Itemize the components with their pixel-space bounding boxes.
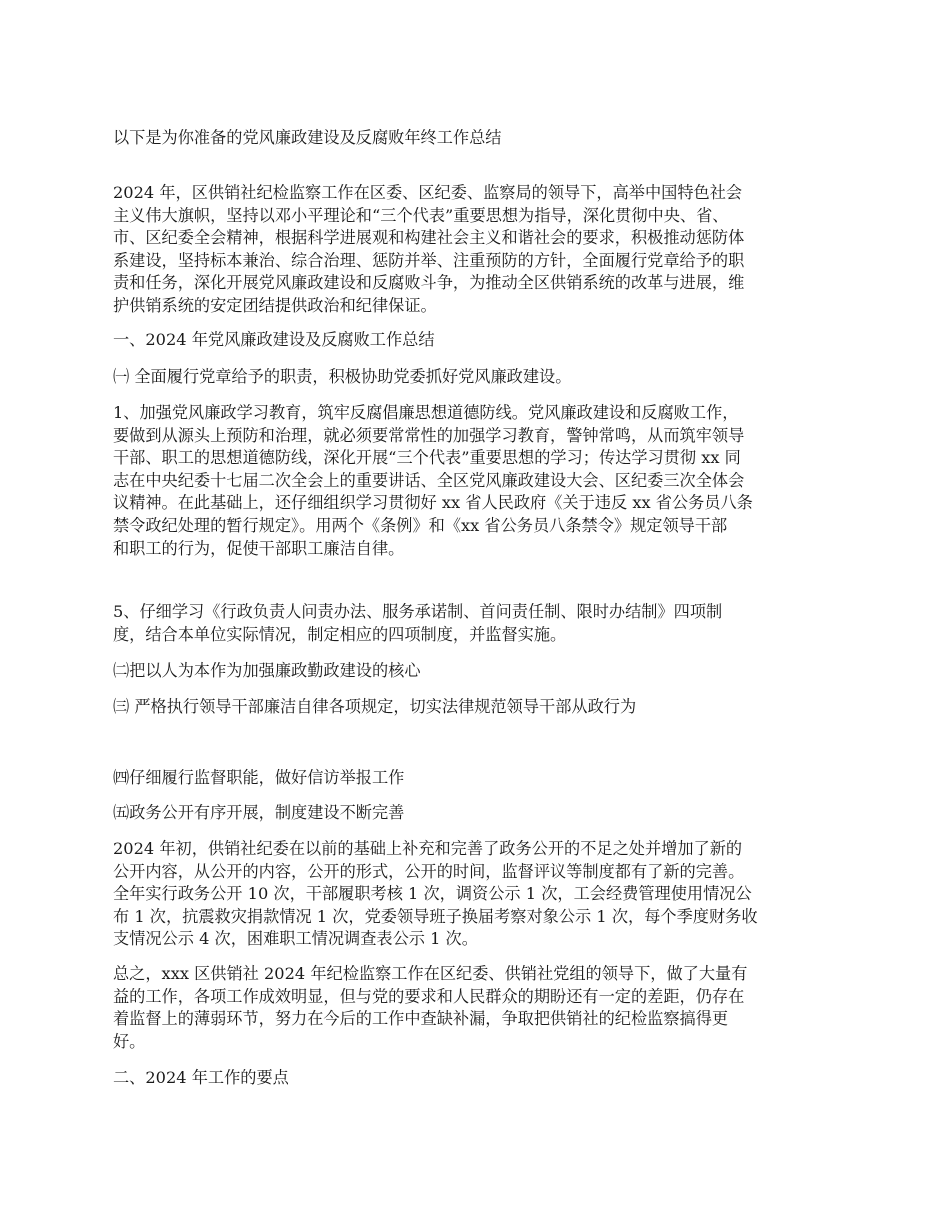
text-line: 责和任务，深化开展党风廉政建设和反腐败斗争，为推动全区供销系统的改革与进展，维 [113, 273, 745, 293]
text-line: 议精神。在此基础上，还仔细组织学习贯彻好 xx 省人民政府《关于违反 xx 省公务员八条 [113, 493, 753, 513]
text-line: 好。 [113, 1031, 146, 1051]
text-line: 1、加强党风廉政学习教育，筑牢反腐倡廉思想道德防线。党风廉政建设和反腐败工作， [113, 403, 739, 422]
item-5-paragraph [113, 601, 722, 646]
text-line: 支情况公示 4 次，困难职工情况调查表公示 1 次。 [113, 929, 478, 949]
text-line: 禁令政纪处理的暂行规定》。用两个《条例》和《xx 省公务员八条禁令》规定领导干部 [113, 515, 728, 535]
section-heading-1: 一、2024 年党风廉政建设及反腐败工作总结 [113, 330, 435, 349]
text-line: 总之，xxx 区供销社 2024 年纪检监察工作在区纪委、供销社党组的领导下，做了大量有 [113, 964, 748, 983]
text-line: 2024 年初，供销社纪委在以前的基础上补充和完善了政务公开的不足之处并增加了新的 [113, 839, 743, 858]
item-1-paragraph [113, 402, 753, 560]
text-line: 益的工作，各项工作成效明显，但与党的要求和人民群众的期盼还有一定的差距，仍存在 [113, 986, 745, 1006]
text-line: 干部、职工的思想道德防线，深化开展“三个代表”重要思想的学习；传达学习贯彻 xx 同 [113, 448, 741, 468]
subsection-heading-5: ㈤政务公开有序开展，制度建设不断完善 [113, 803, 405, 822]
text-line: 护供销系统的安定团结提供政治和纪律保证。 [113, 295, 437, 315]
subsection-heading-2: ㈡把以人为本作为加强廉政勤政建设的核心 [113, 661, 421, 680]
text-line: 志在中央纪委十七届二次全会上的重要讲话、全区党风廉政建设大会、区纪委三次全体会 [113, 470, 745, 490]
conclusion-paragraph [113, 963, 747, 1053]
text-line: 和职工的行为，促使干部职工廉洁自律。 [113, 538, 405, 558]
publicity-paragraph [113, 838, 758, 951]
intro-paragraph [113, 182, 744, 318]
text-line: 布 1 次，抗震救灾捐款情况 1 次，党委领导班子换届考察对象公示 1 次，每个季度财务收 [113, 906, 758, 926]
section-heading-2: 二、2024 年工作的要点 [113, 1068, 289, 1087]
text-line: 5、仔细学习《行政负责人问责办法、服务承诺制、首问责任制、限时办结制》四项制 [113, 602, 723, 621]
document-title: 以下是为你准备的党风廉政建设及反腐败年终工作总结 [113, 128, 502, 147]
text-line: 要做到从源头上预防和治理，就必须要常常性的加强学习教育，警钟常鸣，从而筑牢领导 [113, 425, 745, 445]
text-line: 2024 年，区供销社纪检监察工作在区委、区纪委、监察局的领导下，高举中国特色社会 [113, 183, 743, 202]
text-line: 全年实行政务公开 10 次，干部履职考核 1 次，调资公示 1 次，工会经费管理使用情况公 [113, 884, 752, 904]
text-line: 市、区纪委全会精神，根据科学进展观和构建社会主义和谐社会的要求，积极推动惩防体 [113, 228, 745, 248]
text-line: 系建设，坚持标本兼治、综合治理、惩防并举、注重预防的方针，全面履行党章给予的职 [113, 250, 745, 270]
text-line: 公开内容，从公开的内容，公开的形式，公开的时间，监督评议等制度都有了新的完善。 [113, 861, 745, 881]
subsection-heading-3: ㈢ 严格执行领导干部廉洁自律各项规定，切实法律规范领导干部从政行为 [113, 697, 637, 716]
text-line: 主义伟大旗帜，坚持以邓小平理论和“三个代表”重要思想为指导，深化贯彻中央、省、 [113, 205, 729, 225]
subsection-heading-1: ㈠ 全面履行党章给予的职责，积极协助党委抓好党风廉政建设。 [113, 367, 572, 386]
text-line: 着监督上的薄弱环节，努力在今后的工作中查缺补漏，争取把供销社的纪检监察搞得更 [113, 1009, 729, 1029]
text-line: 度，结合本单位实际情况，制定相应的四项制度，并监督实施。 [113, 624, 567, 644]
subsection-heading-4: ㈣仔细履行监督职能，做好信访举报工作 [113, 768, 405, 787]
